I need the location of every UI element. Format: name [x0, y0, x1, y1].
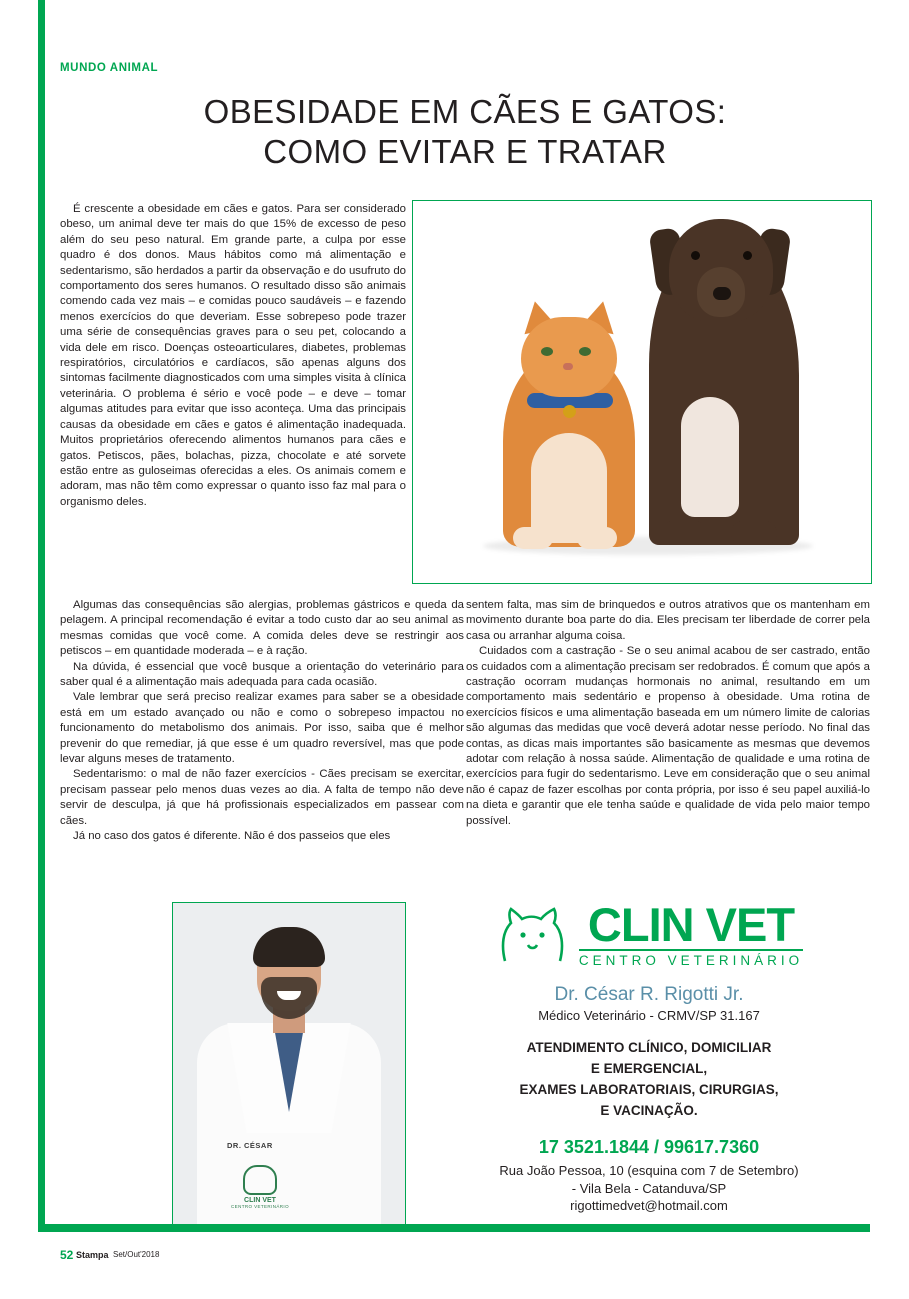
ad-service-line: EXAMES LABORATORIAIS, CIRURGIAS,: [519, 1082, 779, 1097]
left-green-rule: [38, 0, 45, 1224]
cat-collar-tag: [563, 405, 576, 418]
article-column-2: [60, 598, 464, 845]
ad-service-line: E EMERGENCIAL,: [590, 1061, 708, 1076]
paragraph: É crescente a obesidade em cães e gatos. Para ser considerado obeso, um animal deve ter mais do que 15% de excesso de peso além do seu peso natural. Em grande parte, a culpa por esse quadro é dos donos. Maus hábitos como má alimentação e sedentarismo, são herdados a partir da observação e do usufruto do comportamento dos seres humanos. O resultado disso são animais comendo cada vez mais – e comidas pouco saudáveis – e fazendo menos exercícios do que deveriam. Esse sobrepeso pode trazer uma série de consequências graves para o seu pet, colocando a vida dele em risco. Doenças osteoarticulares, diabetes, problemas respiratórios, circulatórios e cardíacos, são apenas alguns dos sintomas facilmente diagnosticados com uma simples visita à clínica veterinária. O problema é sério e você pode – e deve – tomar algumas atitudes para evitar que isso aconteça. Uma das principais causas da obesidade em cães e gatos é alimentação inadequada. Muitos proprietários oferecendo alimentos humanos para cães e gatos. Petiscos, pães, bolachas, pizza, chocolate e até sorvete estão entre as guloseimas oferecidas a eles. Os animais comem e adoram, mas não têm como expressar o quanto isso faz mal para o organismo deles.: [60, 203, 406, 508]
ad-service-line: E VACINAÇÃO.: [600, 1103, 698, 1118]
paragraph: sentem falta, mas sim de brinquedos e outros atrativos que os mantenham em movimento durante boa parte do dia. Eles precisam ter liberdade de correr pela casa ou arranhar alguma coisa.: [466, 599, 870, 642]
clinvet-advertisement: [424, 898, 874, 1213]
ad-address-line-2: - Vila Bela - Catanduva/SP: [571, 1181, 727, 1196]
ad-address: [424, 1162, 874, 1198]
brand-name-block: [578, 898, 804, 970]
coat-logo-text: CLIN VET: [244, 1197, 276, 1204]
dog-nose: [713, 287, 731, 300]
brand-name: CLIN VET: [587, 898, 795, 951]
pets-photo: [412, 200, 872, 584]
cat-paw-left: [513, 527, 553, 549]
dog-chest-marking: [681, 397, 739, 517]
paragraph: Vale lembrar que será preciso realizar exames para saber se a obesidade está em um estado avançado ou não e como o sobrepeso impactou no funcionamento do metabolismo dos animais. Por isso, saiba que é melhor prevenir do que remediar, já que esse é um quadro reversível, mas que pode levar alguns meses de tratamento.: [60, 691, 464, 766]
pets-photo-illustration: [413, 201, 871, 583]
page-title: [60, 92, 870, 172]
paragraph: Na dúvida, é essencial que você busque a orientação do veterinário para saber qual é a alimentação mais adequada para cada ocasião.: [60, 660, 464, 689]
ad-services-list: [424, 1037, 874, 1121]
page-title-line-1: OBESIDADE EM CÃES E GATOS:: [203, 93, 727, 130]
magazine-name: Stampa: [76, 1250, 109, 1260]
brand-lockup: [424, 898, 874, 970]
dog-eye-right: [743, 251, 752, 260]
dog-paw-left: [661, 521, 707, 545]
issue-date: Set/Out'2018: [113, 1250, 160, 1259]
brand-subtitle: CENTRO VETERINÁRIO: [579, 949, 803, 968]
paragraph: Sedentarismo: o mal de não fazer exercícios - Cães precisam se exercitar, precisam passear pelo menos duas vezes ao dia. A falta de tempo não deve servir de desculpa, já que há profissionais especializados em passear com cães.: [60, 768, 464, 827]
paragraph: Algumas das consequências são alergias, problemas gástricos e queda da pelagem. A principal recomendação é evitar a todo custo dar ao seu animal as mesmas comidas que você come. A comida deles deve se restringir aos petiscos – em quantidade moderada – e à ração.: [60, 599, 464, 658]
ad-address-line-1: Rua João Pessoa, 10 (esquina com 7 de Setembro): [499, 1163, 799, 1178]
page-title-line-2: COMO EVITAR E TRATAR: [263, 133, 667, 170]
paragraph: Cuidados com a castração - Se o seu animal acabou de ser castrado, então os cuidados com a alimentação precisam ser redobrados. É comum que após a castração ocorram mudanças hormonais no animal, resultando em um comportamento mais sedentário e propenso à obesidade. Uma rotina de exercícios físicos e uma alimentação baseada em um número limite de calorias são algumas das medidas que você deverá adotar nesse período. No final das contas, as dicas mais importantes são basicamente as mesmas que devemos adotar com relação à nossa saúde. Alimentação de qualidade e uma rotina de exercícios para fugir do sedentarismo. Leve em consideração que o seu animal não é capaz de fazer escolhas por conta própria, por isso é seu papel auxiliá-lo na dieta e garantir que ele tenha saúde e qualidade de vida pelo maior tempo possível.: [466, 645, 870, 827]
coat-embroidered-name: DR. CÉSAR: [227, 1141, 273, 1150]
page-number: 52: [60, 1248, 74, 1262]
ad-phone-numbers[interactable]: 17 3521.1844 / 99617.7360: [538, 1137, 760, 1157]
ad-service-line: ATENDIMENTO CLÍNICO, DOMICILIAR: [526, 1040, 772, 1055]
coat-logo-dog-icon: [243, 1165, 277, 1195]
dog-paw-right: [731, 521, 777, 545]
article-column-1: [60, 202, 406, 510]
dog-eye-left: [691, 251, 700, 260]
coat-logo: [231, 1165, 289, 1209]
cat-eye-left: [541, 347, 553, 356]
coat-logo-subtext: CENTRO VETERINÁRIO: [231, 1204, 289, 1209]
paragraph: Já no caso dos gatos é diferente. Não é dos passeios que eles: [73, 830, 391, 843]
doctor-credentials: Médico Veterinário - CRMV/SP 31.167: [538, 1008, 760, 1023]
ad-email[interactable]: rigottimedvet@hotmail.com: [570, 1198, 728, 1213]
dog-cat-outline-icon: [495, 905, 569, 967]
article-column-3: [466, 598, 870, 829]
doctor-photo: [172, 902, 406, 1226]
doctor-name: Dr. César R. Rigotti Jr.: [554, 984, 744, 1005]
cat-paw-right: [577, 527, 617, 549]
section-kicker: MUNDO ANIMAL: [60, 62, 159, 74]
cat-head: [521, 317, 617, 397]
cat-eye-right: [579, 347, 591, 356]
footer-green-rule: [38, 1224, 870, 1232]
cat-nose: [563, 363, 573, 370]
